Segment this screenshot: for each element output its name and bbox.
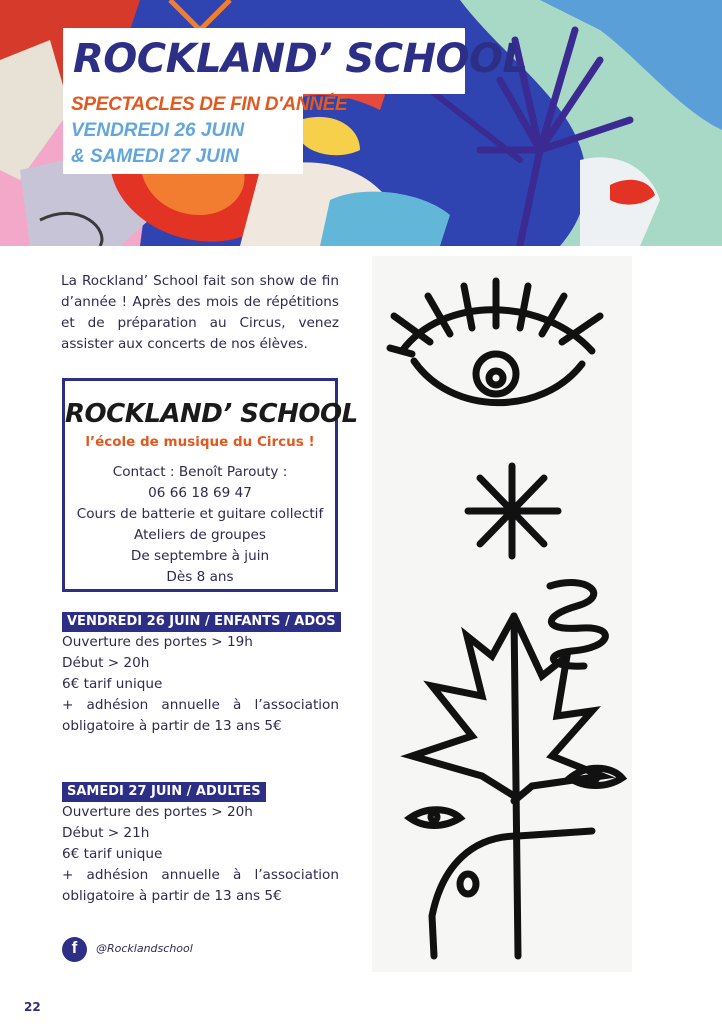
event-date-saturday: & SAMEDI 27 JUIN: [71, 146, 239, 167]
price: 6€ tarif unique: [62, 846, 163, 862]
age-line: Dès 8 ans: [166, 569, 234, 585]
courses-line: Cours de batterie et guitare collectif: [76, 506, 324, 522]
membership-note: + adhésion annuelle à l’association: [62, 697, 339, 713]
start-time: Début > 20h: [62, 655, 150, 671]
social-handle[interactable]: @Rocklandschool: [96, 942, 193, 955]
phone-number: 06 66 18 69 47: [148, 485, 252, 501]
subtitle-card: [63, 90, 348, 174]
facebook-glyph: f: [71, 938, 78, 957]
page-title: ROCKLAND’ SCHOOL: [73, 36, 528, 82]
facebook-icon[interactable]: [62, 937, 87, 962]
price: 6€ tarif unique: [62, 676, 163, 692]
ink-drawing-illustration: [372, 256, 632, 972]
page-number: 22: [24, 1000, 41, 1014]
school-info-box: [62, 378, 358, 592]
membership-note-cont: obligatoire à partir de 13 ans 5€: [62, 888, 282, 904]
saturday-session-details: [62, 802, 339, 907]
intro-paragraph: La Rockland’ School fait son show de fin d’année ! Après des mois de répétitions et de préparation au Circus, venez assister aux concerts de nos élèves.: [61, 273, 339, 352]
event-date-friday: VENDREDI 26 JUIN: [71, 120, 245, 141]
season-line: De septembre à juin: [130, 548, 270, 564]
start-time: Début > 21h: [62, 825, 150, 841]
info-box-subtitle: l’école de musique du Circus !: [85, 434, 315, 450]
doors-time: Ouverture des portes > 20h: [62, 804, 253, 820]
membership-note-cont: obligatoire à partir de 13 ans 5€: [62, 718, 282, 734]
title-card: [63, 28, 528, 94]
star-icon: [468, 466, 558, 556]
friday-session-badge: VENDREDI 26 JUIN / ENFANTS / ADOS: [62, 612, 341, 632]
workshops-line: Ateliers de groupes: [134, 527, 266, 543]
friday-session-details: [62, 632, 339, 737]
event-subtitle: SPECTACLES DE FIN D'ANNÉE: [71, 94, 348, 115]
info-box-title: ROCKLAND’ SCHOOL: [65, 399, 358, 429]
membership-note: + adhésion annuelle à l’association: [62, 867, 339, 883]
contact-line: Contact : Benoît Parouty :: [112, 464, 288, 480]
drawing-paper: [372, 256, 632, 972]
doors-time: Ouverture des portes > 19h: [62, 634, 253, 650]
saturday-session-badge: SAMEDI 27 JUIN / ADULTES: [62, 782, 266, 802]
